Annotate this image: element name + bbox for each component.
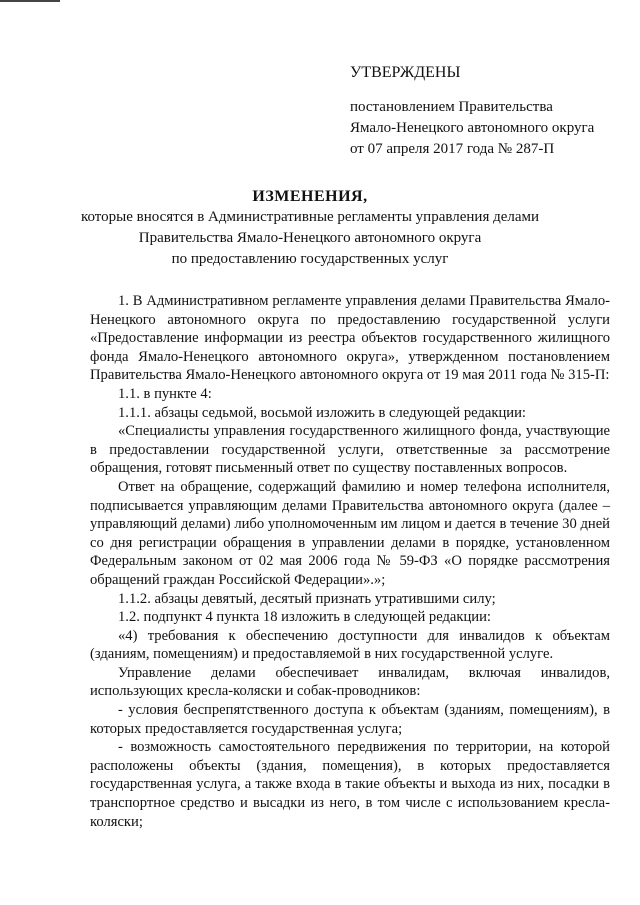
body-paragraph: «4) требования к обеспечению доступности для инвалидов к объектам (зданиям, помещениям) и предоставляемой в них государственной услуге. — [90, 627, 610, 663]
approval-line: постановлением Правительства — [350, 99, 553, 115]
approval-line: от 07 апреля 2017 года № 287-П — [350, 141, 555, 157]
document-body — [90, 292, 610, 831]
body-paragraph: 1. В Административном регламенте управления делами Правительства Ямало-Ненецкого автономного округа по предоставлению государственной услуги «Предоставление информации из реестра объектов государственного жилищного фонда Ямало-Ненецкого автономного округа», утвержденном постановлением Правительства Ямало-Ненецкого автономного округа от 19 мая 2011 года № 315-П: — [90, 293, 610, 384]
approval-title: УТВЕРЖДЕНЫ — [350, 64, 461, 81]
heading-line: по предоставлению государственных услуг — [171, 251, 449, 267]
body-paragraph: Ответ на обращение, содержащий фамилию и номер телефона исполнителя, подписывается управляющим делами Правительства автономного округа (далее – управляющий делами) либо уполномоченным им лицом и дается в течение 30 дней со дня регистрации обращения в управлении делами в порядке, установленном Федеральным законом от 02 мая 2006 года № 59-ФЗ «О порядке рассмотрения обращений граждан Российской Федерации».»; — [90, 478, 610, 588]
body-paragraph: 1.1. в пункте 4: — [118, 385, 212, 402]
body-paragraph: «Специалисты управления государственного жилищного фонда, участвующие в предоставлении государственной услуги, ответственные за рассмотрение обращения, готовят письменный ответ по существу поставленных вопросов. — [90, 423, 610, 477]
body-paragraph: 1.1.2. абзацы девятый, десятый признать утратившими силу; — [118, 590, 496, 607]
body-paragraph: - возможность самостоятельного передвижения по территории, на которой расположены объекты (здания, помещения), в которых предоставляется государственная услуга, а также входа в такие объекты и выхода из них, посадки в транспортное средство и высадки из него, в том числе с использованием кресла-коляски; — [90, 739, 610, 830]
body-paragraph: 1.1.1. абзацы седьмой, восьмой изложить в следующей редакции: — [118, 404, 526, 421]
heading-line: которые вносятся в Административные регламенты управления делами — [80, 209, 540, 225]
scan-edge-mark — [0, 0, 60, 2]
approval-block — [350, 62, 620, 160]
body-paragraph: 1.2. подпункт 4 пункта 18 изложить в следующей редакции: — [118, 609, 491, 626]
body-paragraph: Управление делами обеспечивает инвалидам, включая инвалидов, использующих кресла-коляски и собак-проводников: — [90, 664, 610, 700]
approval-line: Ямало-Ненецкого автономного округа — [350, 120, 595, 136]
body-paragraph: - условия беспрепятственного доступа к объектам (зданиям, помещениям), в которых предоставляется государственная услуга; — [90, 702, 610, 737]
heading-line: Правительства Ямало-Ненецкого автономного округа — [138, 230, 482, 246]
heading-title: ИЗМЕНЕНИЯ, — [252, 188, 368, 205]
document-heading — [80, 186, 540, 270]
